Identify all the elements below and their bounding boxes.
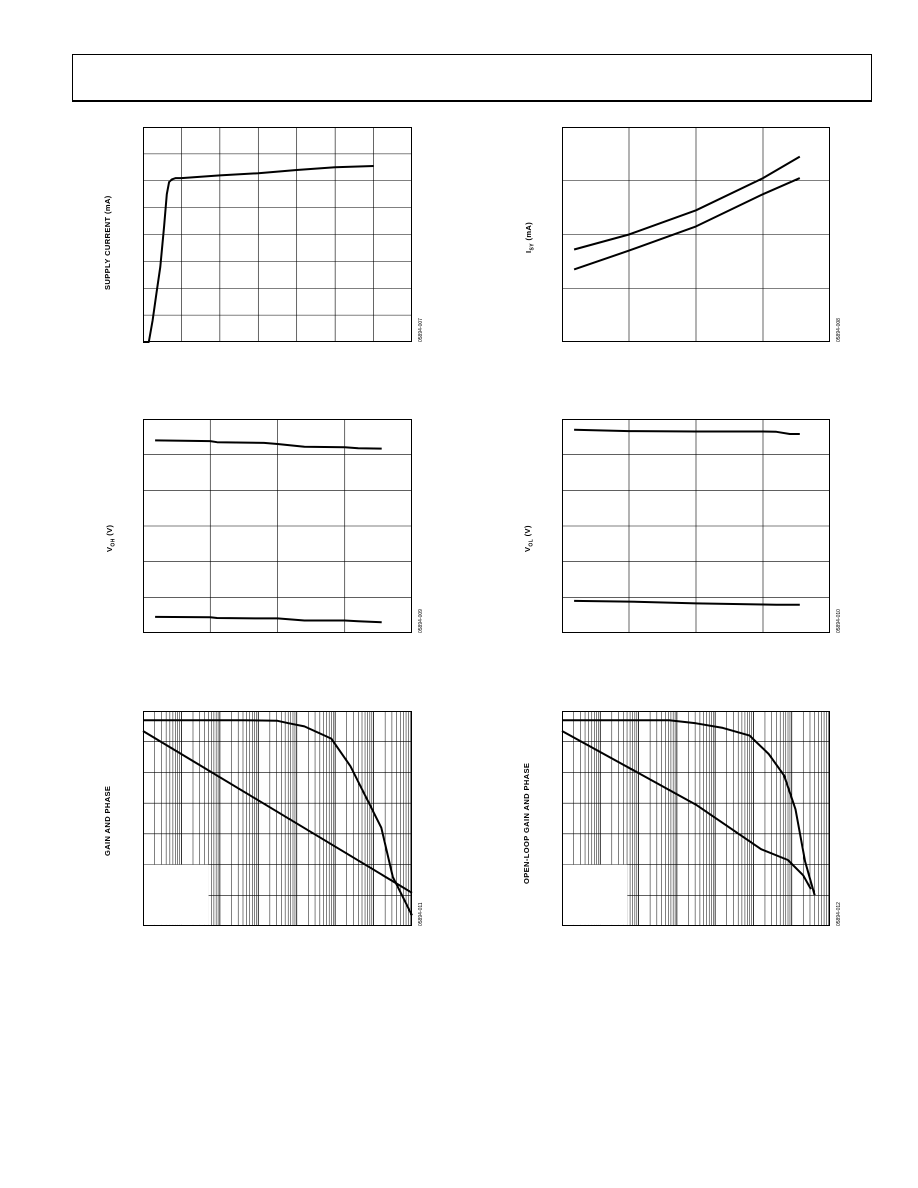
c4-series-2-line (574, 601, 800, 605)
chart-2-figure-id: 05894-008 (836, 318, 842, 342)
chart-4 (562, 419, 830, 633)
chart-2-y-axis-label (524, 222, 536, 253)
c2-series-2-line (574, 178, 800, 269)
chart-3-figure-id: 05894-009 (418, 609, 424, 633)
chart-6-y-axis-label: OPEN-LOOP GAIN AND PHASE (522, 762, 531, 884)
c3-series-2-line (155, 617, 382, 622)
chart-6-figure-id: 05894-012 (836, 902, 842, 926)
c5-svg (143, 711, 412, 926)
chart-5-y-axis-label: GAIN AND PHASE (103, 785, 112, 856)
c2-series-1-line (574, 157, 800, 250)
chart-2-y-label-unit: (mA) (524, 221, 533, 244)
chart-4-y-label-sub: OL (528, 538, 535, 547)
chart-4-y-axis-label (523, 525, 535, 552)
c5-legend-area (144, 865, 209, 925)
page-header-box (72, 54, 872, 102)
chart-2 (562, 127, 830, 342)
chart-3-y-label-main: V (105, 546, 114, 552)
c3-series-1-line (155, 440, 382, 448)
c4-series-1-line (574, 430, 800, 434)
chart-3 (143, 419, 412, 633)
c2-svg (562, 127, 830, 342)
c1-svg (143, 127, 412, 342)
chart-4-y-label-main: V (523, 546, 532, 552)
c3-svg (143, 419, 412, 633)
chart-5 (143, 711, 412, 926)
chart-1 (143, 127, 412, 342)
chart-1-figure-id: 05894-007 (418, 318, 424, 342)
chart-4-y-label-unit: (V) (523, 525, 532, 539)
chart-6 (562, 711, 830, 926)
chart-4-figure-id: 05894-010 (836, 609, 842, 633)
c4-svg (562, 419, 830, 633)
chart-2-y-label-main: I (524, 250, 533, 253)
chart-2-y-label-sub: SY (529, 243, 536, 251)
chart-1-y-axis-label: SUPPLY CURRENT (mA) (103, 195, 112, 290)
c6-svg (562, 711, 830, 926)
chart-5-figure-id: 05894-011 (418, 902, 424, 926)
chart-3-y-label-unit: (V) (105, 524, 114, 539)
chart-3-y-axis-label (105, 525, 117, 552)
chart-3-y-label-sub: OH (110, 538, 117, 547)
c6-legend-area (563, 865, 627, 925)
